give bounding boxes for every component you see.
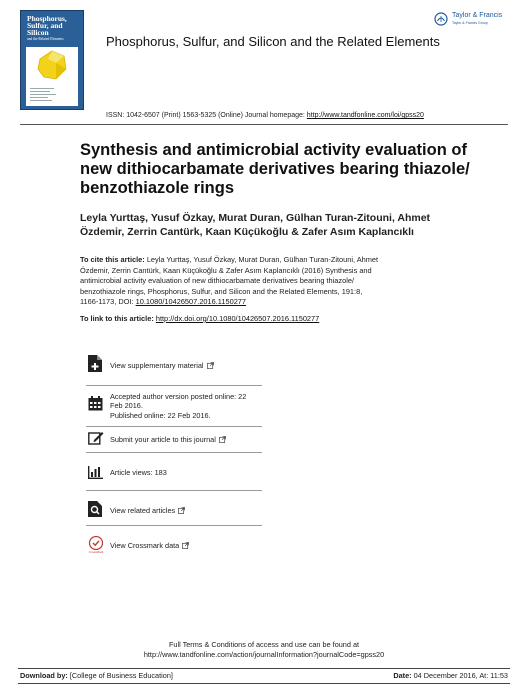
article-actions-panel xyxy=(86,350,262,562)
article-doi-url-link[interactable]: http://dx.doi.org/10.1080/10426507.2016.1150277 xyxy=(155,314,320,323)
citation-text: Özdemir, Zerrin Cantürk, Kaan Küçükoğlu & Zafer Asım Kaplancıklı (2016) Synthesis and xyxy=(80,265,372,275)
journal-title: Phosphorus, Sulfur, and Silicon and the Related Elements xyxy=(106,34,440,49)
author-line: Özdemir, Zerrin Cantürk, Kaan Küçükoğlu & Zafer Asım Kaplancıklı xyxy=(80,226,414,238)
downloaded-by-label: Download by: xyxy=(20,671,68,680)
crossmark-link[interactable] xyxy=(110,541,189,550)
citation-label: To cite this article: xyxy=(80,255,147,264)
doi-link[interactable]: 10.1080/10426507.2016.1150277 xyxy=(135,297,247,307)
article-title-line: benzothiazole rings xyxy=(80,179,235,197)
submit-article-row[interactable] xyxy=(86,427,262,453)
article-views-row xyxy=(86,453,262,491)
external-link-icon xyxy=(182,542,189,549)
issn-text: ISSN: 1042-6507 (Print) 1563-5325 (Online) Journal homepage: xyxy=(106,112,307,119)
accepted-date-text: Feb 2016. xyxy=(110,401,143,411)
journal-cover-image xyxy=(20,10,84,110)
cover-title-line: Sulfur, and xyxy=(27,21,63,30)
calendar-icon xyxy=(88,396,103,411)
external-link-icon xyxy=(178,507,185,514)
cover-title-line: Silicon xyxy=(27,28,49,37)
accepted-date-text: Accepted author version posted online: 22 xyxy=(110,392,247,401)
supplementary-material-row[interactable] xyxy=(86,350,262,386)
article-title xyxy=(80,141,490,198)
download-date-label: Date: xyxy=(393,671,412,680)
external-link-icon xyxy=(207,362,214,369)
citation-block xyxy=(80,255,500,308)
document-search-icon xyxy=(88,501,102,517)
edit-pencil-icon xyxy=(88,431,104,445)
terms-footer xyxy=(0,640,528,660)
cover-title-line: Phosphorus, xyxy=(27,14,67,23)
downloaded-by xyxy=(20,671,173,680)
crossmark-row[interactable] xyxy=(86,526,262,562)
cover-contents-lines xyxy=(30,88,60,103)
supplementary-label: View supplementary material xyxy=(110,361,204,370)
submit-article-link[interactable] xyxy=(110,435,226,444)
issn-line xyxy=(106,112,424,119)
citation-text: antimicrobial activity evaluation of new dithiocarbamate derivatives bearing thiazole/ xyxy=(80,276,355,286)
cover-title xyxy=(27,15,81,41)
cover-art-panel xyxy=(26,47,78,106)
terms-url[interactable]: http://www.tandfonline.com/action/journalInformation?journalCode=gpss20 xyxy=(143,650,385,659)
article-link-label: To link to this article: xyxy=(80,314,156,323)
citation-text: Leyla Yurttaş, Yusuf Özkay, Murat Duran, Gülhan Turan-Zitouni, Ahmet xyxy=(146,255,379,264)
publication-dates xyxy=(110,392,246,420)
crossmark-label: View Crossmark data xyxy=(110,541,180,550)
download-date xyxy=(393,671,508,680)
crossmark-icon xyxy=(88,536,104,554)
related-articles-link[interactable] xyxy=(110,506,185,515)
crystal-icon xyxy=(26,47,78,87)
crossmark-badge-text: CrossMark xyxy=(88,550,104,554)
publication-dates-row xyxy=(86,386,262,427)
header-divider xyxy=(20,124,508,125)
article-title-line: new dithiocarbamate derivatives bearing thiazole/ xyxy=(80,160,470,178)
terms-text: Full Terms & Conditions of access and use can be found at xyxy=(168,640,360,649)
external-link-icon xyxy=(219,436,226,443)
author-line: Leyla Yurttaş, Yusuf Özkay, Murat Duran, Gülhan Turan-Zitouni, Ahmet xyxy=(80,212,431,224)
submit-article-label: Submit your article to this journal xyxy=(110,435,216,444)
publisher-logo[interactable] xyxy=(434,12,516,34)
downloaded-by-value: [College of Business Education] xyxy=(67,671,173,680)
journal-homepage-link[interactable]: http://www.tandfonline.com/loi/gpss20 xyxy=(306,112,424,119)
publisher-emblem-icon xyxy=(434,12,448,26)
citation-text: 1166-1173, DOI: xyxy=(80,297,136,307)
related-articles-label: View related articles xyxy=(110,506,176,515)
published-date-text: Published online: 22 Feb 2016. xyxy=(110,410,211,420)
publisher-tagline: Taylor & Francis Group xyxy=(452,21,488,25)
download-date-value: 04 December 2016, At: 11:53 xyxy=(411,671,508,680)
publisher-name: Taylor & Francis xyxy=(452,12,503,19)
article-title-line: Synthesis and antimicrobial activity evaluation of xyxy=(80,141,467,159)
citation-text: benzothiazole rings, Phosphorus, Sulfur, and Silicon and the Related Elements, 191:8, xyxy=(80,286,363,296)
article-views: Article views: 183 xyxy=(110,468,167,477)
cover-subtitle: and the Related Elements xyxy=(27,37,64,41)
article-link-line xyxy=(80,314,319,323)
author-list xyxy=(80,211,500,239)
related-articles-row[interactable] xyxy=(86,491,262,526)
download-info-bar xyxy=(18,668,510,684)
document-plus-icon xyxy=(88,355,102,372)
bar-chart-icon xyxy=(88,466,103,479)
supplementary-material-link[interactable] xyxy=(110,361,214,370)
